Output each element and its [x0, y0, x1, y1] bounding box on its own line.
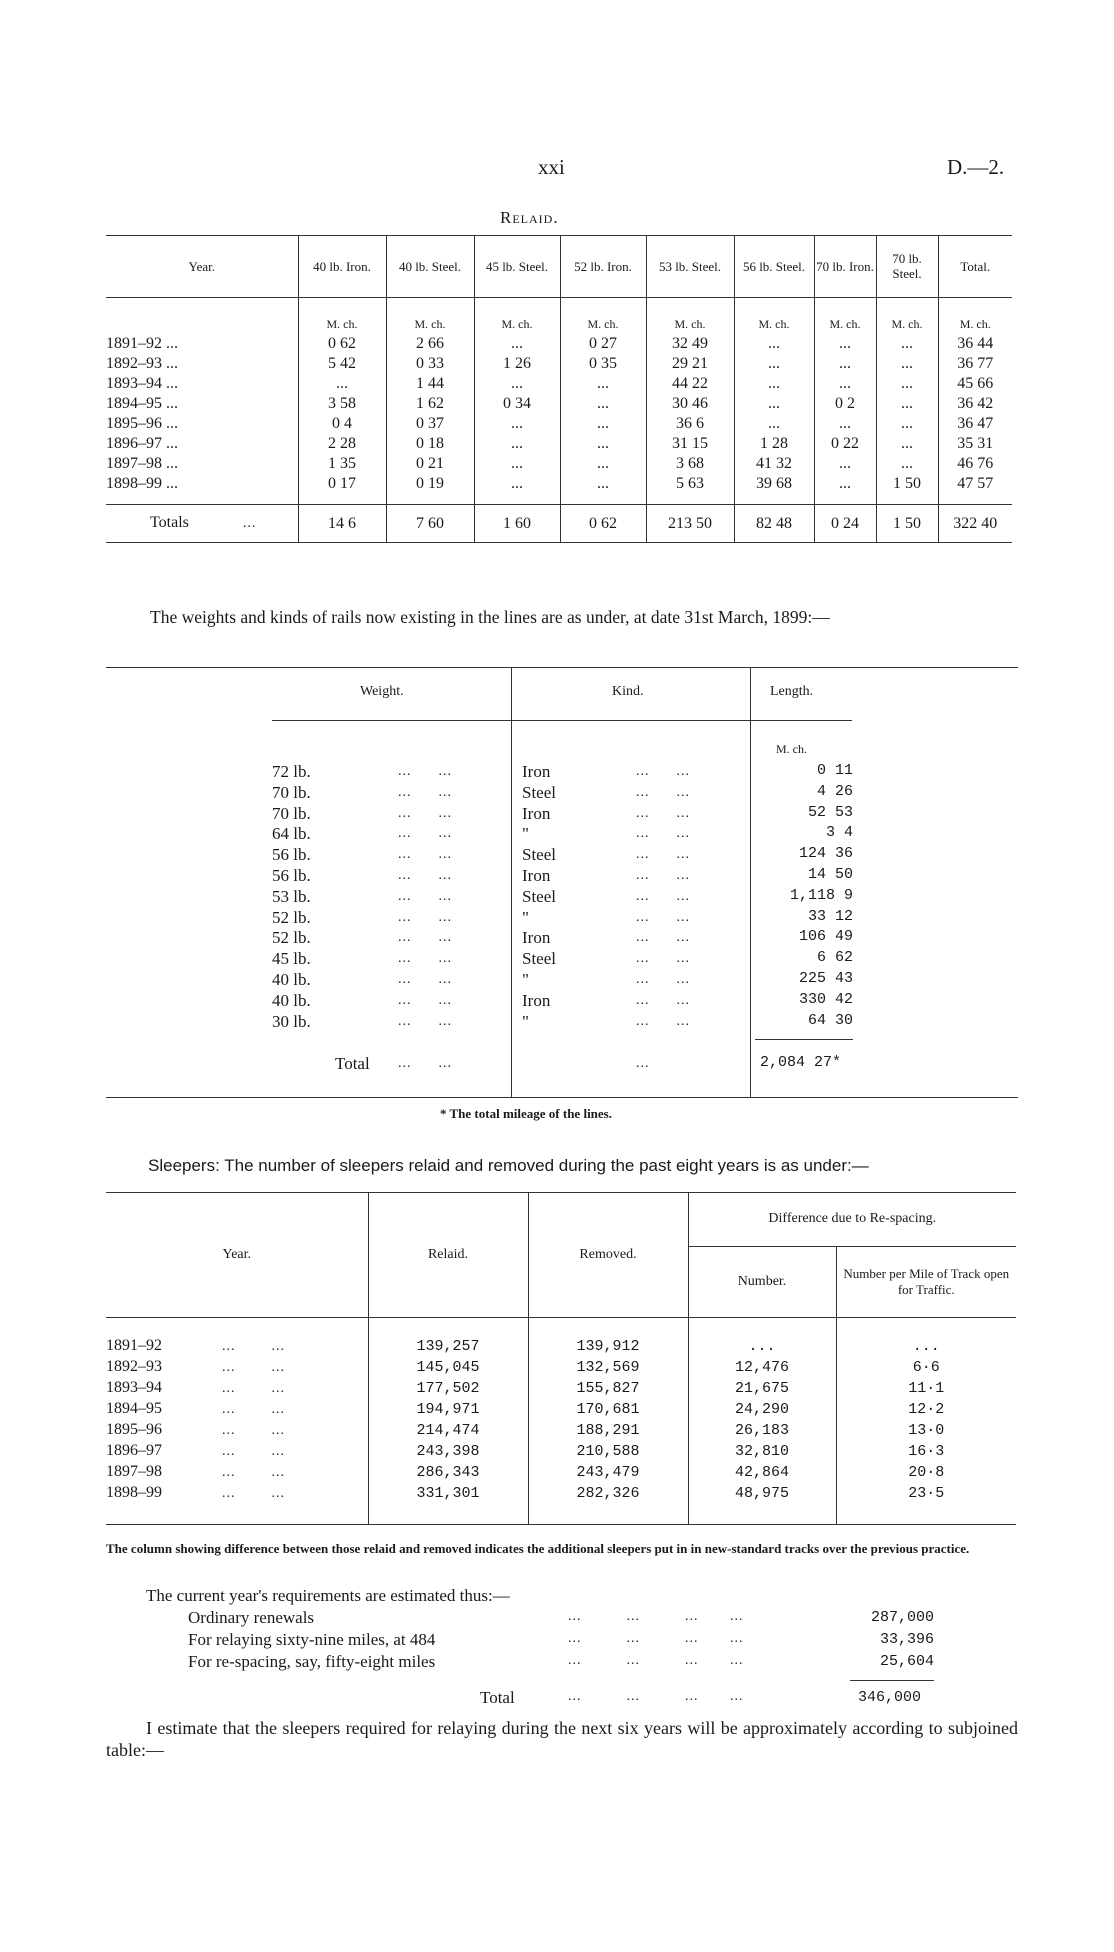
- leader-dots: ... ...: [636, 909, 690, 925]
- weight-cell: 40 lb.: [272, 970, 311, 989]
- closing-paragraph: I estimate that the sleepers required for relaying during the next six years will be approximately according to subjoined table:—: [106, 1718, 1018, 1760]
- length-cell: 4 26: [816, 782, 853, 800]
- unit-label: M. ch.: [474, 298, 560, 335]
- leader-dots: ...: [636, 1056, 650, 1071]
- value-cell: 0 37: [386, 414, 474, 434]
- year-cell: [106, 1441, 368, 1462]
- weight-cell: 45 lb.: [272, 949, 311, 969]
- requirements-total-value: 346,000: [858, 1689, 922, 1706]
- requirement-value: 25,604: [879, 1653, 934, 1670]
- year-label: 1891–92: [106, 1337, 162, 1354]
- kind-cell: Iron: [522, 928, 551, 948]
- value-cell: 0 22: [814, 434, 876, 454]
- leader-dots: ... ...: [636, 951, 690, 967]
- weight-cell: 53 lb.: [272, 886, 311, 906]
- table-divider: [511, 667, 512, 1097]
- requirements-total-label: Total: [480, 1688, 515, 1707]
- per-mile-cell: 13·0: [836, 1420, 1016, 1441]
- col-weight: Weight.: [360, 684, 404, 699]
- value-cell: ...: [298, 374, 386, 394]
- value-cell: ...: [474, 374, 560, 394]
- leader-dots: ... ...: [398, 868, 452, 883]
- value-cell: 2 28: [298, 434, 386, 454]
- value-cell: ...: [474, 414, 560, 434]
- col-56lb-steel: 56 lb. Steel.: [734, 235, 814, 298]
- total-cell: 82 48: [734, 505, 814, 543]
- value-cell: ...: [474, 474, 560, 494]
- leader-dots: ... ...: [398, 951, 452, 967]
- unit-label: M. ch.: [776, 742, 807, 756]
- value-cell: ...: [474, 454, 560, 474]
- number-cell: 21,675: [688, 1378, 836, 1399]
- relaid-table-title: Relaid.: [500, 208, 559, 227]
- value-cell: 29 21: [646, 354, 734, 374]
- table-row: [106, 434, 1012, 454]
- table-row: [106, 1399, 1016, 1420]
- value-cell: 0 21: [386, 454, 474, 474]
- value-cell: 1 35: [298, 454, 386, 474]
- per-mile-cell: 11·1: [836, 1378, 1016, 1399]
- value-cell: ...: [560, 454, 646, 474]
- unit-label: M. ch.: [814, 298, 876, 335]
- value-cell: 36 44: [938, 334, 1012, 354]
- per-mile-cell: 20·8: [836, 1462, 1016, 1483]
- removed-cell: 132,569: [528, 1357, 688, 1378]
- per-mile-cell: 23·5: [836, 1483, 1016, 1504]
- length-cell: 64 30: [807, 1011, 853, 1029]
- requirement-label: Ordinary renewals: [188, 1608, 315, 1627]
- value-cell: 0 2: [814, 394, 876, 414]
- leader-dots: ... ...: [398, 826, 452, 842]
- value-cell: ...: [876, 394, 938, 414]
- leader-dots: ... ...: [222, 1423, 285, 1438]
- length-cell: 0 11: [816, 762, 853, 779]
- unit-label: M. ch.: [386, 298, 474, 335]
- col-40lb-steel: 40 lb. Steel.: [386, 235, 474, 298]
- kind-cell: Steel: [522, 886, 556, 906]
- col-total: Total.: [938, 235, 1012, 298]
- weight-cell: 56 lb.: [272, 845, 311, 865]
- year-label: 1892–93: [106, 1358, 162, 1375]
- relaid-cell: 214,474: [368, 1420, 528, 1441]
- leader-dots: ... ...: [222, 1402, 285, 1417]
- leader-dots: ... ...: [222, 1465, 285, 1480]
- year-label: 1898–99: [106, 1484, 162, 1501]
- value-cell: ...: [560, 394, 646, 414]
- value-cell: 0 17: [298, 474, 386, 494]
- value-cell: 45 66: [938, 374, 1012, 394]
- year-cell: 1898–99 ...: [106, 475, 178, 492]
- leader-dots: ... ...: [398, 764, 452, 779]
- kind-cell: Iron: [522, 866, 551, 885]
- leader-dots: ... ...: [398, 847, 452, 863]
- per-mile-cell: 16·3: [836, 1441, 1016, 1462]
- removed-cell: 243,479: [528, 1462, 688, 1483]
- leader-dots: ... ...: [636, 784, 690, 800]
- weight-cell: 70 lb.: [272, 782, 311, 802]
- year-cell: 1893–94 ...: [106, 375, 178, 392]
- value-cell: 0 27: [560, 334, 646, 354]
- value-cell: ...: [560, 374, 646, 394]
- year-cell: 1896–97 ...: [106, 435, 178, 452]
- number-cell: 12,476: [688, 1357, 836, 1378]
- kind-cell: Iron: [522, 803, 551, 823]
- relaid-cell: 331,301: [368, 1483, 528, 1504]
- col-70lb-iron: 70 lb. Iron.: [814, 235, 876, 298]
- value-cell: 46 76: [938, 454, 1012, 474]
- col-year: Year.: [188, 258, 215, 274]
- value-cell: 0 18: [386, 434, 474, 454]
- value-cell: 0 34: [474, 394, 560, 414]
- year-cell: [106, 1483, 368, 1504]
- footnote: * The total mileage of the lines.: [440, 1106, 612, 1121]
- relaid-cell: 145,045: [368, 1357, 528, 1378]
- total-cell: 14 6: [298, 505, 386, 543]
- table-row: [106, 374, 1012, 394]
- value-cell: 2 66: [386, 334, 474, 354]
- table-row: [106, 1483, 1016, 1504]
- number-cell: 48,975: [688, 1483, 836, 1504]
- length-cell: 3 4: [825, 824, 853, 842]
- value-cell: 1 26: [474, 354, 560, 374]
- table-row: [106, 454, 1012, 474]
- year-label: 1897–98: [106, 1463, 162, 1480]
- year-cell: [106, 1378, 368, 1399]
- value-cell: ...: [474, 334, 560, 354]
- col-45lb-steel: 45 lb. Steel.: [474, 235, 560, 298]
- total-cell: 213 50: [646, 505, 734, 543]
- kind-cell: Steel: [522, 782, 556, 802]
- value-cell: 1 44: [386, 374, 474, 394]
- year-cell: [106, 1336, 368, 1357]
- value-cell: ...: [734, 374, 814, 394]
- rails-intro-paragraph: The weights and kinds of rails now existing in the lines are as under, at date 31st March, 1899:—: [150, 607, 830, 627]
- col-relaid: Relaid.: [368, 1192, 528, 1318]
- table-row: [106, 1378, 1016, 1399]
- value-cell: ...: [474, 434, 560, 454]
- kind-cell: ": [522, 970, 529, 989]
- year-label: 1893–94: [106, 1379, 162, 1396]
- kind-cell: ": [522, 1011, 529, 1031]
- table-row: [106, 1441, 1016, 1462]
- removed-cell: 282,326: [528, 1483, 688, 1504]
- value-cell: 36 47: [938, 414, 1012, 434]
- total-cell: 1 50: [876, 505, 938, 543]
- requirement-value: 33,396: [879, 1631, 934, 1648]
- col-40lb-iron: 40 lb. Iron.: [298, 235, 386, 298]
- unit-label: M. ch.: [298, 298, 386, 335]
- value-cell: ...: [734, 354, 814, 374]
- value-cell: 44 22: [646, 374, 734, 394]
- col-52lb-iron: 52 lb. Iron.: [560, 235, 646, 298]
- per-mile-cell: ...: [836, 1336, 1016, 1357]
- weight-cell: 70 lb.: [272, 803, 311, 823]
- value-cell: 1 28: [734, 434, 814, 454]
- relaid-cell: 194,971: [368, 1399, 528, 1420]
- number-cell: 32,810: [688, 1441, 836, 1462]
- length-cell: 1,118 9: [789, 886, 853, 904]
- col-year: Year.: [106, 1192, 368, 1318]
- value-cell: ...: [876, 434, 938, 454]
- total-cell: 1 60: [474, 505, 560, 543]
- value-cell: 36 42: [938, 394, 1012, 414]
- number-cell: 24,290: [688, 1399, 836, 1420]
- leader-dots: ... ...: [636, 826, 690, 842]
- leader-dots: ... ...: [398, 992, 452, 1008]
- year-cell: [106, 1357, 368, 1378]
- relaid-table: Year. 40 lb. Iron. 40 lb. Steel. 45 lb. Steel. 52 lb. Iron. 53 lb. Steel. 56 lb. Steel. 70 lb. Iron. 70 lb. Steel. Total. M. ch. M. ch. M. ch. M. ch. M. ch. M. ch. M. ch. M. ch. M. ch. 1891–92 ... 0 62 2 66 ... 0 27 32 49 ... ... ... 36 44 1892–93 ... 5 42 0 33 1 26 0 35 29 21 ... ... ... 36 77 1893–94 ... ... 1 44 ... ... 44 22 ... ... ... 45 66 1894–95 ... 3 58 1 62 0 34 ... 30 46 ... 0 2 ... 36 42 1895–96 ... 0 4 0 37 ... ... 36 6 ... ... ... 36 47 1896–97 ... 2 28 0 18 ... ... 31 15 1 28 0 22 ... 35 31 1897–98 ... 1 35 0 21 ... ... 3 68 41 32 ... ... 46 76 1898–99 ... 0 17 0 19 ... ... 5 63 39 68 ... 1 50 47 57 Totals ... 14 6 7 60 1 60 0 62 213 50 82 48 0 24 1 50 322 40: [106, 235, 1012, 543]
- leader-dots: ... ...: [398, 930, 452, 946]
- col-per-mile: Number per Mile of Track open for Traffic.: [836, 1247, 1016, 1318]
- relaid-cell: 177,502: [368, 1378, 528, 1399]
- value-cell: 0 33: [386, 354, 474, 374]
- leader-dots: ... ...: [398, 909, 452, 925]
- weight-cell: 40 lb.: [272, 990, 311, 1010]
- leader-dots: ... ...: [636, 1013, 690, 1029]
- leader-dots: ... ...: [222, 1339, 285, 1354]
- unit-label: M. ch.: [938, 298, 1012, 335]
- leader-dots: ... ...: [398, 1056, 452, 1071]
- col-difference: Difference due to Re-spacing.: [688, 1192, 1016, 1247]
- removed-cell: 155,827: [528, 1378, 688, 1399]
- per-mile-cell: 12·2: [836, 1399, 1016, 1420]
- leader-dots: ... ...: [636, 992, 690, 1008]
- kind-cell: ": [522, 907, 529, 927]
- table-rule: [106, 667, 1018, 668]
- value-cell: ...: [814, 474, 876, 494]
- col-70lb-steel: 70 lb. Steel.: [876, 235, 938, 298]
- table-row: [106, 414, 1012, 434]
- value-cell: 0 62: [298, 334, 386, 354]
- leader-dots: ... ...: [636, 847, 690, 863]
- value-cell: ...: [734, 394, 814, 414]
- value-cell: ...: [876, 454, 938, 474]
- weight-cell: 52 lb.: [272, 928, 311, 948]
- table-row: [106, 1357, 1016, 1378]
- unit-label: M. ch.: [876, 298, 938, 335]
- kind-cell: Steel: [522, 845, 556, 865]
- year-label: 1895–96: [106, 1421, 162, 1438]
- value-cell: 3 58: [298, 394, 386, 414]
- kind-cell: ": [522, 824, 529, 844]
- kind-cell: Iron: [522, 990, 551, 1010]
- requirements-intro: The current year's requirements are estimated thus:—: [146, 1586, 510, 1605]
- leader-dots: ... ...: [636, 930, 690, 946]
- value-cell: 0 19: [386, 474, 474, 494]
- value-cell: ...: [814, 374, 876, 394]
- value-cell: ...: [734, 414, 814, 434]
- kind-cell: Steel: [522, 949, 556, 969]
- removed-cell: 210,588: [528, 1441, 688, 1462]
- sleepers-note: The column showing difference between those relaid and removed indicates the additional sleepers put in in new-standard tracks over the previous practice.: [106, 1541, 970, 1556]
- weight-cell: 64 lb.: [272, 824, 311, 844]
- length-cell: 33 12: [807, 907, 853, 925]
- value-cell: 31 15: [646, 434, 734, 454]
- total-cell: 322 40: [938, 505, 1012, 543]
- leader-dots: ... ...: [222, 1444, 285, 1459]
- value-cell: ...: [814, 414, 876, 434]
- leader-dots: ... ...: [222, 1381, 285, 1396]
- value-cell: 5 63: [646, 474, 734, 494]
- totals-label: Totals: [150, 514, 189, 531]
- value-cell: 5 42: [298, 354, 386, 374]
- col-kind: Kind.: [612, 684, 644, 699]
- table-row: [106, 474, 1012, 494]
- table-rule: [106, 1097, 1018, 1098]
- total-rule: [755, 1039, 853, 1040]
- table-row: [106, 1420, 1016, 1441]
- value-cell: ...: [876, 414, 938, 434]
- leader-dots: ... ...: [398, 784, 452, 800]
- leader-dots: ... ...: [636, 764, 690, 779]
- per-mile-cell: 6·6: [836, 1357, 1016, 1378]
- length-cell: 124 36: [798, 845, 853, 863]
- value-cell: 1 62: [386, 394, 474, 414]
- value-cell: 32 49: [646, 334, 734, 354]
- total-cell: 0 62: [560, 505, 646, 543]
- value-cell: ...: [876, 374, 938, 394]
- length-cell: 52 53: [807, 803, 853, 821]
- leader-dots: ... ... ... ...: [568, 1653, 744, 1668]
- leader-dots: ... ...: [222, 1360, 285, 1375]
- leader-dots: ... ...: [398, 1013, 452, 1029]
- leader-dots: ... ... ... ...: [568, 1609, 744, 1624]
- page-number: xxi: [538, 155, 565, 179]
- value-cell: ...: [560, 474, 646, 494]
- value-cell: 39 68: [734, 474, 814, 494]
- table-row: [106, 354, 1012, 374]
- length-cell: 6 62: [816, 949, 853, 967]
- leader-dots: ... ... ... ...: [568, 1631, 744, 1646]
- number-cell: 42,864: [688, 1462, 836, 1483]
- year-label: 1894–95: [106, 1400, 162, 1417]
- leader-dots: ... ...: [398, 805, 452, 821]
- value-cell: 3 68: [646, 454, 734, 474]
- weight-cell: 72 lb.: [272, 762, 311, 781]
- leader-dots: ... ...: [398, 888, 452, 904]
- value-cell: 0 35: [560, 354, 646, 374]
- value-cell: ...: [814, 454, 876, 474]
- value-cell: 47 57: [938, 474, 1012, 494]
- value-cell: 36 6: [646, 414, 734, 434]
- sleepers-table: [106, 1192, 1016, 1525]
- relaid-cell: 139,257: [368, 1336, 528, 1357]
- value-cell: 1 50: [876, 474, 938, 494]
- removed-cell: 170,681: [528, 1399, 688, 1420]
- length-cell: 106 49: [798, 928, 853, 946]
- document-reference: D.—2.: [947, 155, 1005, 179]
- relaid-cell: 243,398: [368, 1441, 528, 1462]
- total-rule: [850, 1680, 934, 1681]
- leader-dots: ... ...: [636, 868, 690, 883]
- number-cell: ...: [688, 1336, 836, 1357]
- leader-dots: ... ...: [636, 888, 690, 904]
- value-cell: ...: [814, 334, 876, 354]
- leader-dots: ... ...: [222, 1486, 285, 1501]
- value-cell: 41 32: [734, 454, 814, 474]
- year-cell: 1895–96 ...: [106, 415, 178, 432]
- value-cell: 35 31: [938, 434, 1012, 454]
- number-cell: 26,183: [688, 1420, 836, 1441]
- col-removed: Removed.: [528, 1192, 688, 1318]
- year-cell: 1897–98 ...: [106, 455, 178, 472]
- removed-cell: 188,291: [528, 1420, 688, 1441]
- weight-cell: 56 lb.: [272, 866, 311, 885]
- requirement-label: For relaying sixty-nine miles, at 484: [188, 1630, 436, 1649]
- removed-cell: 139,912: [528, 1336, 688, 1357]
- value-cell: ...: [876, 334, 938, 354]
- requirement-label: For re-spacing, say, fifty-eight miles: [188, 1652, 436, 1671]
- length-cell: 225 43: [798, 970, 853, 987]
- table-rule: [272, 720, 852, 721]
- value-cell: ...: [814, 354, 876, 374]
- value-cell: ...: [734, 334, 814, 354]
- value-cell: ...: [560, 414, 646, 434]
- weight-cell: 52 lb.: [272, 907, 311, 927]
- col-53lb-steel: 53 lb. Steel.: [646, 235, 734, 298]
- leader-dots: ... ...: [636, 972, 690, 987]
- year-cell: [106, 1399, 368, 1420]
- weight-cell: 30 lb.: [272, 1011, 311, 1031]
- table-row: [106, 334, 1012, 354]
- sleepers-intro-paragraph: Sleepers: The number of sleepers relaid and removed during the past eight years is as under:—: [148, 1156, 869, 1175]
- table-row: [106, 1336, 1016, 1357]
- rails-total-value: 2,084 27*: [760, 1054, 842, 1071]
- table-divider: [750, 667, 751, 1097]
- year-cell: [106, 1420, 368, 1441]
- length-cell: 330 42: [798, 990, 853, 1008]
- value-cell: 36 77: [938, 354, 1012, 374]
- col-number: Number.: [688, 1247, 836, 1318]
- value-cell: 30 46: [646, 394, 734, 414]
- year-label: 1896–97: [106, 1442, 162, 1459]
- unit-label: M. ch.: [646, 298, 734, 335]
- value-cell: ...: [876, 354, 938, 374]
- leader-dots: ... ... ... ...: [568, 1689, 744, 1704]
- rails-total-label: Total: [335, 1054, 370, 1073]
- length-cell: 14 50: [807, 866, 853, 883]
- table-row: [106, 1462, 1016, 1483]
- year-cell: 1894–95 ...: [106, 395, 178, 412]
- unit-label: M. ch.: [734, 298, 814, 335]
- table-row: [106, 394, 1012, 414]
- kind-cell: Iron: [522, 762, 551, 781]
- year-cell: 1892–93 ...: [106, 355, 178, 372]
- total-cell: 7 60: [386, 505, 474, 543]
- relaid-cell: 286,343: [368, 1462, 528, 1483]
- leader-dots: ... ...: [636, 805, 690, 821]
- total-cell: 0 24: [814, 505, 876, 543]
- requirement-value: 287,000: [870, 1609, 934, 1626]
- year-cell: [106, 1462, 368, 1483]
- value-cell: ...: [560, 434, 646, 454]
- value-cell: 0 4: [298, 414, 386, 434]
- year-cell: 1891–92 ...: [106, 335, 178, 352]
- leader-dots: ... ...: [398, 972, 452, 987]
- unit-label: M. ch.: [560, 298, 646, 335]
- col-length: Length.: [770, 684, 814, 699]
